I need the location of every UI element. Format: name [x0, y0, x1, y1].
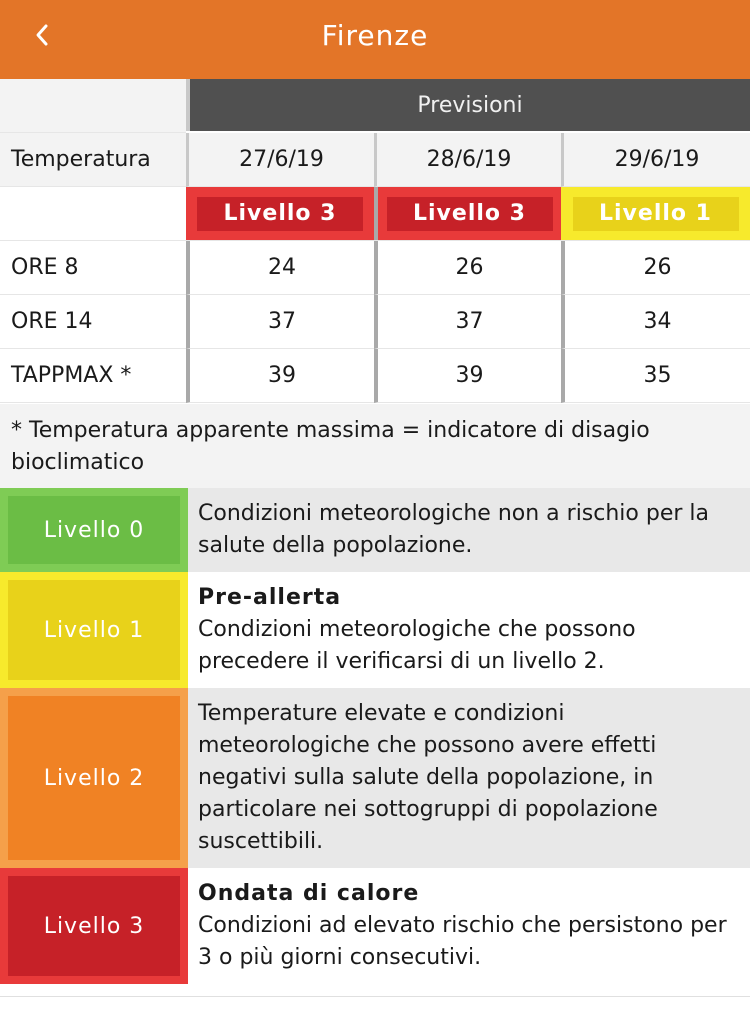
- level-cell: [186, 187, 374, 241]
- empty-label-cell: [0, 187, 186, 241]
- level-label: Livello 2: [8, 696, 180, 860]
- value-cell: 24: [186, 241, 374, 295]
- dates-row: [0, 133, 750, 187]
- temperature-row-label: Temperatura: [0, 133, 186, 187]
- level-description: [188, 688, 750, 858]
- table-row: [0, 241, 750, 295]
- app-header: [0, 0, 750, 79]
- bottom-divider: [0, 996, 750, 997]
- value-cell: 34: [561, 295, 750, 349]
- level-label: Livello 3: [8, 876, 180, 976]
- level-cell: [374, 187, 561, 241]
- legend-item-level-0: [0, 488, 750, 572]
- date-cell: 28/6/19: [374, 133, 561, 187]
- date-cell: 27/6/19: [186, 133, 374, 187]
- table-group-header-row: [0, 79, 750, 133]
- level-description: [188, 572, 750, 678]
- level-swatch: [0, 572, 188, 688]
- corner-cell: [0, 79, 186, 133]
- legend-item-level-3: [0, 868, 750, 984]
- page-title: Firenze: [321, 19, 429, 52]
- level-description-text: Condizioni ad elevato rischio che persistono per 3 o più giorni consecutivi.: [198, 913, 727, 970]
- value-cell: 39: [186, 349, 374, 403]
- value-cell: 35: [561, 349, 750, 403]
- row-label: ORE 14: [0, 295, 186, 349]
- row-label: TAPPMAX *: [0, 349, 186, 403]
- level-title: Ondata di calore: [198, 881, 420, 906]
- level-description: [188, 868, 750, 974]
- level-title: Pre-allerta: [198, 585, 342, 610]
- forecast-group-header: Previsioni: [186, 79, 750, 131]
- level-description-text: Temperature elevate e condizioni meteorologiche che possono avere effetti negativi sulla salute della popolazione, in particolare nei sottogruppi di popolazione suscettibili.: [198, 701, 658, 854]
- value-cell: 26: [374, 241, 561, 295]
- value-cell: 39: [374, 349, 561, 403]
- level-description-text: Condizioni meteorologiche che possono precedere il verificarsi di un livello 2.: [198, 617, 636, 674]
- legend-item-level-2: [0, 688, 750, 868]
- level-swatch: [0, 688, 188, 868]
- level-description: [188, 488, 750, 562]
- value-cell: 37: [186, 295, 374, 349]
- levels-row: [0, 187, 750, 241]
- table-row: [0, 295, 750, 349]
- level-swatch: [0, 868, 188, 984]
- level-badge: Livello 1: [573, 197, 739, 231]
- level-badge: Livello 3: [197, 197, 363, 231]
- row-label: ORE 8: [0, 241, 186, 295]
- date-cell: 29/6/19: [561, 133, 750, 187]
- level-label: Livello 0: [8, 496, 180, 564]
- table-row: [0, 349, 750, 403]
- level-swatch: [0, 488, 188, 572]
- legend-item-level-1: [0, 572, 750, 688]
- level-cell: [561, 187, 750, 241]
- level-label: Livello 1: [8, 580, 180, 680]
- footnote: * Temperatura apparente massima = indicatore di disagio bioclimatico: [0, 404, 750, 488]
- level-badge: Livello 3: [387, 197, 553, 231]
- level-description-text: Condizioni meteorologiche non a rischio per la salute della popolazione.: [198, 501, 710, 558]
- value-cell: 26: [561, 241, 750, 295]
- value-cell: 37: [374, 295, 561, 349]
